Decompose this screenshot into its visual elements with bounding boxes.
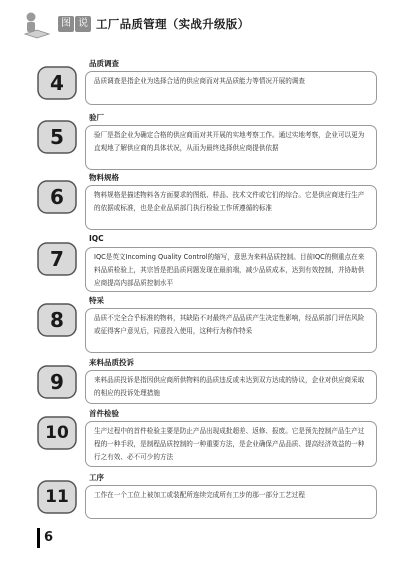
header-badge-tu: 图 xyxy=(58,16,74,32)
number-label: 6 xyxy=(50,185,64,209)
book-title: 工厂品质管理（实战升级版） xyxy=(96,17,250,31)
header-badge-shuo: 说 xyxy=(75,16,91,32)
term-description: 品质不完全合乎标准的物料，其缺陷不对最终产品品质产生决定性影响，经品质部门评估风险或征得客户意见后，同意投入使用，这种行为称作特采 xyxy=(85,308,377,353)
number-badge xyxy=(37,416,77,450)
number-label: 8 xyxy=(50,308,64,332)
number-badge xyxy=(37,66,77,100)
number-badge xyxy=(37,180,77,214)
page-header xyxy=(22,10,382,40)
page-number: 6 xyxy=(44,530,54,545)
term-description: 工作在一个工位上被加工或装配所连续完成所有工步的那一部分工艺过程 xyxy=(85,485,377,519)
term-title: 验厂 xyxy=(89,113,104,122)
number-label: 5 xyxy=(50,125,64,149)
term-title: IQC xyxy=(89,234,104,243)
term-title: 来料品质投诉 xyxy=(89,358,134,367)
term-title: 品质调查 xyxy=(89,59,119,68)
number-label: 10 xyxy=(45,423,69,443)
number-badge xyxy=(37,365,77,399)
number-label: 4 xyxy=(50,71,64,95)
number-badge xyxy=(37,303,77,337)
number-label: 7 xyxy=(50,247,64,271)
term-description: 品质调查是指企业为选择合适的供应商而对其品质能力等情况开展的调查 xyxy=(85,71,377,105)
term-title: 特采 xyxy=(89,296,104,305)
number-label: 11 xyxy=(45,487,69,507)
number-label: 9 xyxy=(50,370,64,394)
book-person-icon xyxy=(22,10,58,40)
term-title: 首件检验 xyxy=(89,409,119,418)
term-description: 来料品质投诉是指因供应商所供物料的品质违反或未达到双方达成的协议，企业对供应商采取的相应的投诉处理措施 xyxy=(85,370,377,404)
term-description: 验厂是指企业为确定合格的供应商而对其开展的实地考察工作。通过实地考察，企业可以更为直观地了解供应商的具体状况，从而为最终选择供应商提供依据 xyxy=(85,125,377,170)
number-badge xyxy=(37,242,77,276)
term-description: 生产过程中的首件检验主要是防止产品出现成批超差、返修、报废。它是预先控制产品生产过程的一种手段，是制程品质控制的一种重要方法，是企业确保产品品质、提高经济效益的一种行之有效、必不可少的方法 xyxy=(85,421,377,467)
page-number-bar xyxy=(37,528,40,548)
term-description: IQC是英文Incoming Quality Control的缩写，意思为来料品质控制。目前IQC的侧重点在来料品质检验上，其宗旨是把品质问题发现在最前端，减少品质成本，达到有效控制，并协助供应商提高内部品质控制水平 xyxy=(85,247,377,292)
number-badge xyxy=(37,120,77,154)
term-title: 物料规格 xyxy=(89,173,119,182)
term-title: 工序 xyxy=(89,473,104,482)
term-description: 物料规格是描述物料各方面要求的图纸、样品、技术文件或它们的综合。它是供应商进行生产的依据或标准，也是企业品质部门执行检验工作所遵循的标准 xyxy=(85,185,377,230)
number-badge xyxy=(37,480,77,514)
